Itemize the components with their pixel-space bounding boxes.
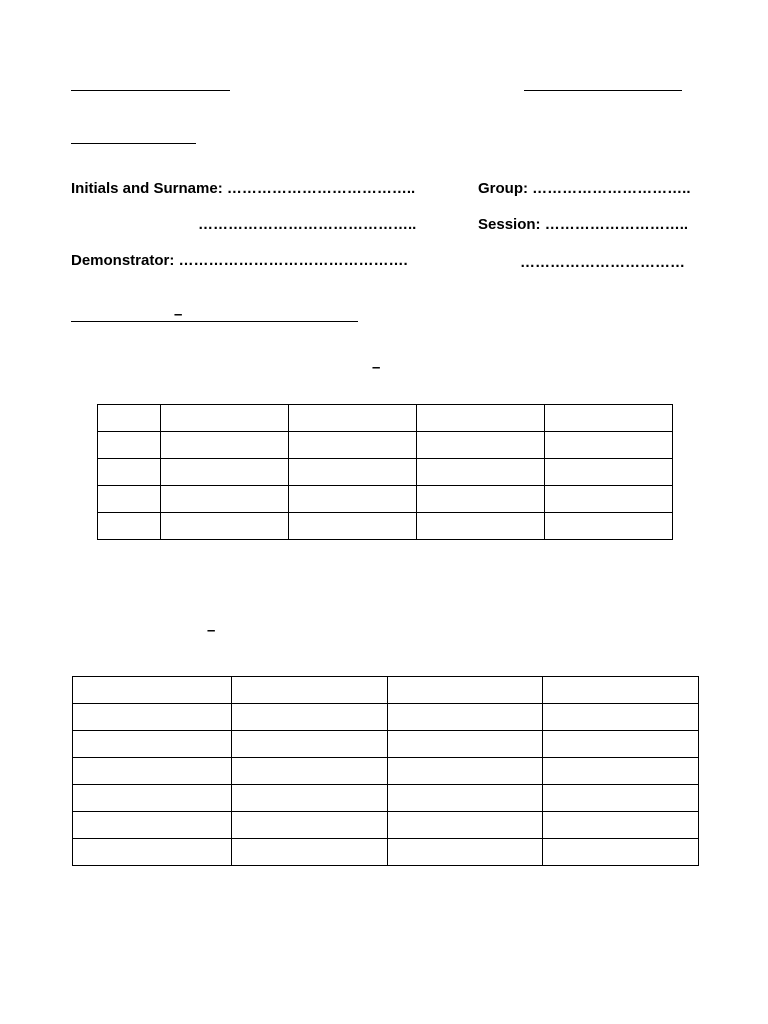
- section-heading-underline: [71, 321, 358, 322]
- table-cell[interactable]: [289, 432, 417, 459]
- demonstrator-field[interactable]: [71, 252, 408, 270]
- table-cell[interactable]: [232, 812, 388, 839]
- table-cell[interactable]: [543, 812, 699, 839]
- table-row: [73, 704, 699, 731]
- table-cell[interactable]: [98, 486, 161, 513]
- table-cell[interactable]: [417, 513, 545, 540]
- table-cell[interactable]: [161, 513, 289, 540]
- student-number-field[interactable]: [198, 216, 416, 234]
- table-row: [73, 758, 699, 785]
- table-cell[interactable]: [388, 704, 543, 731]
- table-cell[interactable]: [417, 459, 545, 486]
- table-cell[interactable]: [543, 731, 699, 758]
- initials-surname-dots: ………………………………..: [226, 180, 416, 197]
- table-cell[interactable]: [73, 677, 232, 704]
- initials-surname-field[interactable]: [71, 180, 415, 198]
- session-dots: ………………………..: [544, 216, 689, 233]
- table-cell[interactable]: [417, 486, 545, 513]
- table-cell[interactable]: [232, 704, 388, 731]
- table-cell[interactable]: [289, 513, 417, 540]
- subtitle-underline: [71, 143, 196, 144]
- table-cell[interactable]: [545, 513, 673, 540]
- table-cell[interactable]: [98, 459, 161, 486]
- results-table-1: [97, 404, 673, 540]
- table-cell[interactable]: [388, 839, 543, 866]
- table-cell[interactable]: [161, 459, 289, 486]
- date-field[interactable]: [520, 254, 685, 272]
- table-cell[interactable]: [545, 486, 673, 513]
- table2-caption-dash: –: [207, 622, 216, 639]
- table-cell[interactable]: [73, 812, 232, 839]
- table-row: [98, 513, 673, 540]
- table-row: [98, 405, 673, 432]
- demonstrator-dots: ……………………………………….: [178, 252, 408, 269]
- table-cell[interactable]: [73, 785, 232, 812]
- group-dots: …………………………..: [532, 180, 691, 197]
- title-underline-right: [524, 90, 682, 91]
- group-label: Group:: [478, 180, 528, 197]
- table-cell[interactable]: [543, 839, 699, 866]
- group-field[interactable]: [478, 180, 691, 198]
- table-cell[interactable]: [417, 432, 545, 459]
- table-row: [98, 432, 673, 459]
- table-cell[interactable]: [98, 405, 161, 432]
- table-cell[interactable]: [545, 405, 673, 432]
- table-cell[interactable]: [417, 405, 545, 432]
- table-cell[interactable]: [545, 459, 673, 486]
- table-cell[interactable]: [545, 432, 673, 459]
- table-cell[interactable]: [388, 758, 543, 785]
- section-heading-dash: –: [174, 306, 183, 323]
- table-row: [73, 785, 699, 812]
- demonstrator-label: Demonstrator:: [71, 252, 175, 269]
- table-row: [73, 731, 699, 758]
- table-cell[interactable]: [161, 405, 289, 432]
- table-cell[interactable]: [388, 785, 543, 812]
- table-cell[interactable]: [232, 839, 388, 866]
- student-number-dots: ……………………………………..: [198, 216, 417, 233]
- table-cell[interactable]: [388, 812, 543, 839]
- session-label: Session:: [478, 216, 541, 233]
- table-cell[interactable]: [543, 758, 699, 785]
- initials-surname-label: Initials and Surname:: [71, 180, 223, 197]
- table-cell[interactable]: [73, 839, 232, 866]
- session-field[interactable]: [478, 216, 688, 234]
- table-cell[interactable]: [73, 704, 232, 731]
- table-cell[interactable]: [98, 513, 161, 540]
- table-cell[interactable]: [161, 432, 289, 459]
- table-row: [98, 486, 673, 513]
- table-cell[interactable]: [232, 785, 388, 812]
- table-cell[interactable]: [73, 731, 232, 758]
- table-row: [73, 812, 699, 839]
- table-cell[interactable]: [73, 758, 232, 785]
- table-cell[interactable]: [289, 405, 417, 432]
- table-row: [73, 839, 699, 866]
- title-underline-left: [71, 90, 230, 91]
- table-cell[interactable]: [232, 731, 388, 758]
- table-cell[interactable]: [388, 677, 543, 704]
- table-cell[interactable]: [232, 758, 388, 785]
- table-cell[interactable]: [161, 486, 289, 513]
- date-dots: ……………………………: [520, 254, 685, 271]
- table-row: [98, 459, 673, 486]
- table-cell[interactable]: [543, 677, 699, 704]
- table-cell[interactable]: [543, 704, 699, 731]
- results-table-2: [72, 676, 699, 866]
- table-row: [73, 677, 699, 704]
- table1-caption-dash: –: [372, 359, 381, 376]
- table-cell[interactable]: [289, 459, 417, 486]
- table-cell[interactable]: [98, 432, 161, 459]
- table-cell[interactable]: [232, 677, 388, 704]
- table-cell[interactable]: [543, 785, 699, 812]
- table-cell[interactable]: [388, 731, 543, 758]
- table-cell[interactable]: [289, 486, 417, 513]
